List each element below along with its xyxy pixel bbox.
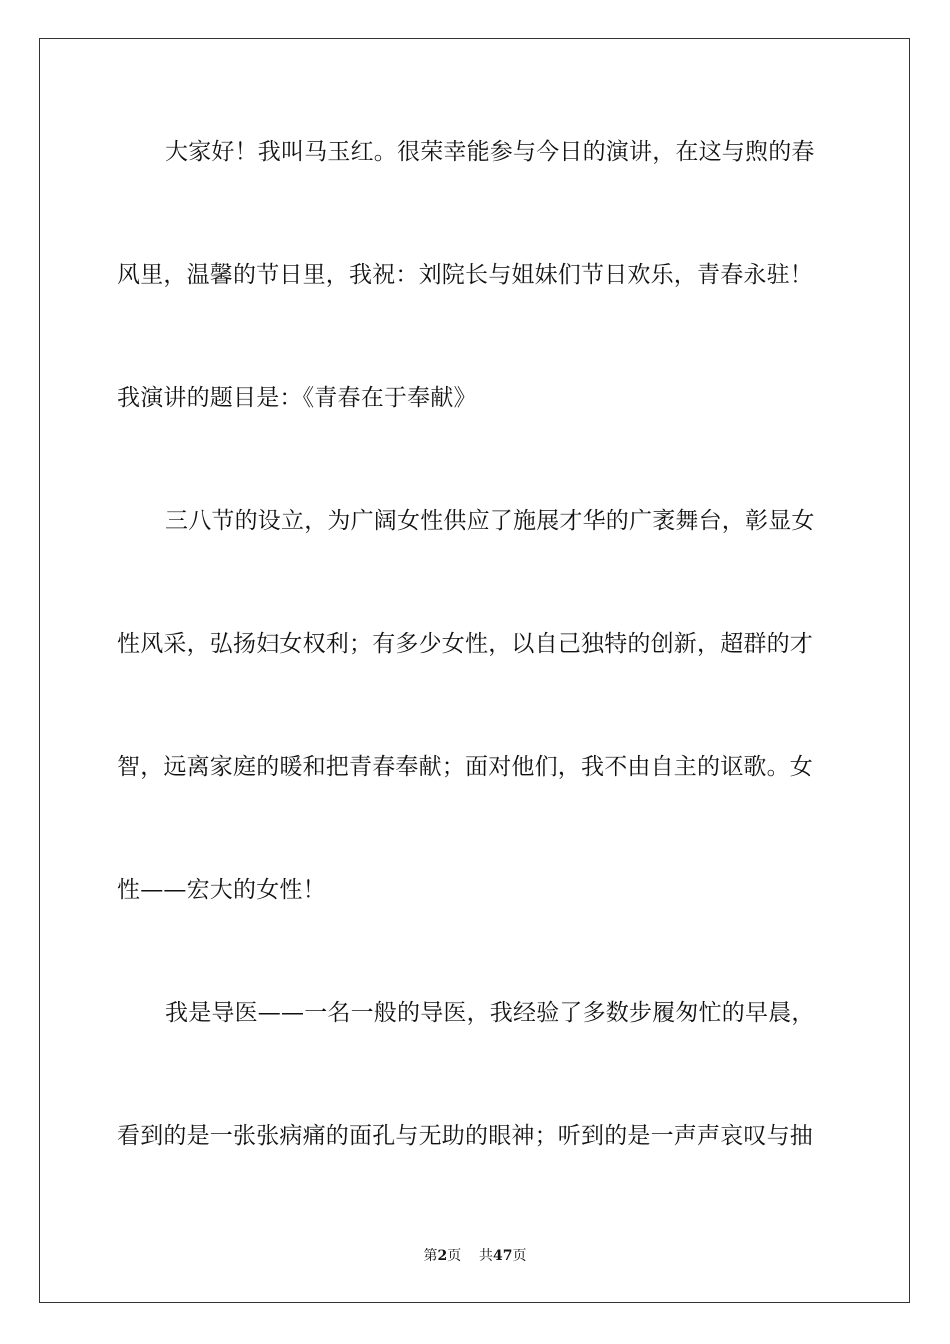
page-number: 2 [437, 1248, 448, 1264]
paragraph-line-9: 看到的是一张张病痛的面孔与无助的眼神；听到的是一声声哀叹与抽 [117, 1123, 813, 1149]
paragraph-line-7: 性——宏大的女性！ [117, 877, 326, 903]
paragraph-line-6: 智，远离家庭的暖和把青春奉献；面对他们，我不由自主的讴歌。女 [117, 754, 813, 780]
paragraph-line-3: 我演讲的题目是：《青春在于奉献》 [117, 385, 477, 411]
paragraph-line-8: 我是导医——一名一般的导医，我经验了多数步履匆忙的早晨， [165, 1000, 815, 1026]
page-prefix: 第 [423, 1248, 438, 1264]
total-suffix: 页 [512, 1248, 527, 1264]
page-suffix: 页 [447, 1248, 462, 1264]
paragraph-line-4: 三八节的设立，为广阔女性供应了施展才华的广袤舞台，彰显女 [165, 508, 815, 534]
page-border [39, 38, 910, 1303]
page-footer [0, 1247, 950, 1265]
paragraph-line-1: 大家好！我叫马玉红。很荣幸能参与今日的演讲，在这与煦的春 [165, 139, 815, 165]
paragraph-line-2: 风里，温馨的节日里，我祝：刘院长与姐妹们节日欢乐，青春永驻！ [117, 262, 813, 288]
total-prefix: 共 [479, 1248, 494, 1264]
paragraph-line-5: 性风采，弘扬妇女权利；有多少女性，以自己独特的创新，超群的才 [117, 631, 813, 657]
total-pages: 47 [493, 1248, 513, 1264]
